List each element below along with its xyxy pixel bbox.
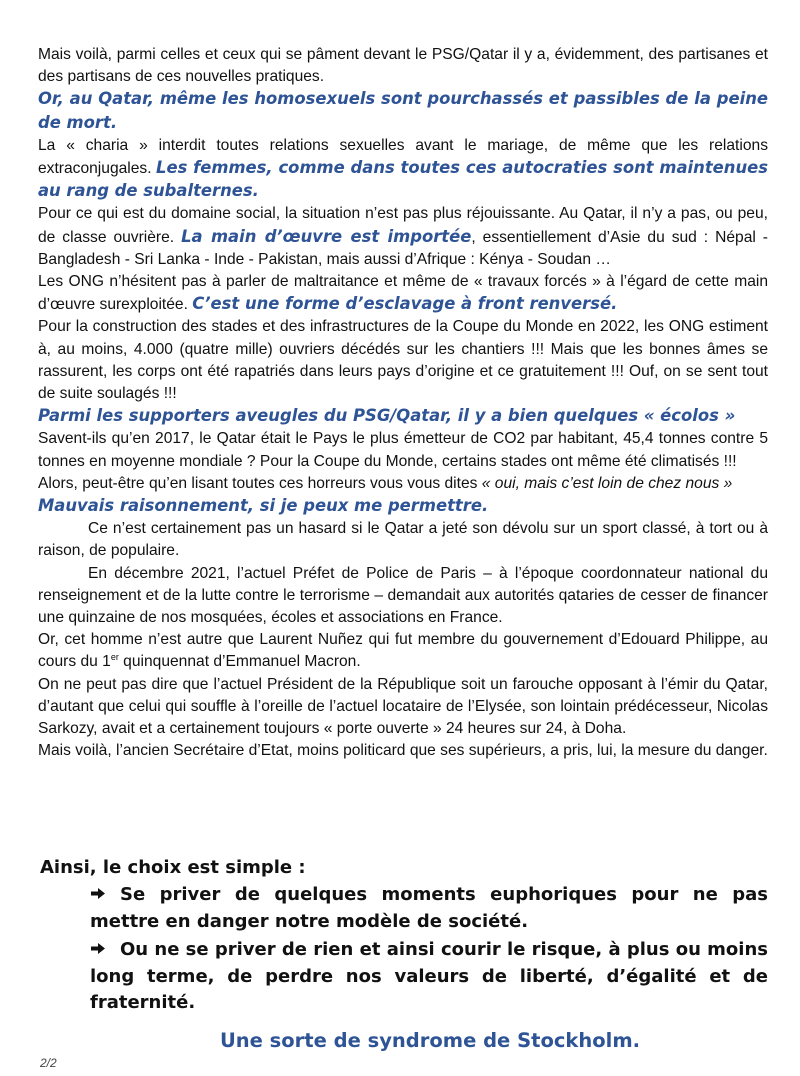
arrow-right-icon	[90, 937, 120, 964]
document-body	[38, 44, 768, 763]
italic-quote: « oui, mais c’est loin de chez nous »	[481, 474, 733, 492]
paragraph	[38, 203, 768, 271]
paragraph	[38, 629, 768, 673]
paragraph	[38, 563, 768, 630]
paragraph	[38, 44, 768, 88]
bullet-item	[90, 882, 768, 935]
conclusion-intro: Ainsi, le choix est simple :	[40, 857, 306, 878]
paragraph-text: quinquennat d’Emmanuel Macron.	[118, 653, 361, 671]
paragraph-text: Savent-ils qu’en 2017, le Qatar était le Pays le plus émetteur de CO2 par habitant, 45,4 tonnes contre 5 tonnes en moyenne mondiale ? Pour la Coupe du Monde, certains stades ont même été climatisés !!!	[38, 430, 768, 470]
paragraph-text: On ne peut pas dire que l’actuel Président de la République soit un farouche opposant à l’émir du Qatar, d’autant que celui qui souffle à l’oreille de l’actuel locataire de l’Elysée, son lointain prédécesseur, Nicolas Sarkozy, avait et a certainement toujours « porte ouverte » 24 heures sur 24, à Doha.	[38, 675, 768, 738]
paragraph	[38, 428, 768, 472]
paragraph	[38, 271, 768, 316]
bullet-text: Se priver de quelques moments euphoriques pour ne pas mettre en danger notre modèle de société.	[90, 884, 768, 932]
superscript: er	[110, 652, 119, 663]
paragraph-text: En décembre 2021, l’actuel Préfet de Police de Paris – à l’époque coordonnateur national du renseignement et de la lutte contre le terrorisme – demandait aux autorités qataries de cesser de financer une quinzaine de nos mosquées, écoles et associations en France.	[38, 564, 768, 627]
closing-statement: Une sorte de syndrome de Stockholm.	[219, 1029, 641, 1052]
paragraph	[38, 674, 768, 741]
highlight-text: Mauvais raisonnement, si je peux me permettre.	[38, 496, 489, 516]
paragraph	[38, 135, 768, 204]
highlight-text: C’est une forme d’esclavage à front renversé.	[192, 294, 618, 314]
paragraph-text: La « charia » interdit toutes relations sexuelles avant le mariage, de même que les relations extraconjugales.	[38, 136, 768, 178]
paragraph-text: Pour la construction des stades et des infrastructures de la Coupe du Monde en 2022, les ONG estiment à, au moins, 4.000 (quatre mille) ouvriers décédés sur les chantiers !!! Mais que les bonnes âmes se rassurent, les corps ont été rapatriés dans leurs pays d’origine et ce gratuitement !!! Ouf, on se sent tout de suite soulagés !!!	[38, 318, 768, 403]
highlight-text: Or, au Qatar, même les homosexuels sont pourchassés et passibles de la peine de mort.	[38, 89, 768, 132]
highlight-text: La main d’œuvre est importée	[181, 226, 472, 246]
paragraph	[38, 518, 768, 562]
bullet-item	[90, 937, 768, 1017]
page-number: 2/2	[40, 1056, 57, 1070]
paragraph-text: Or, cet homme n’est autre que Laurent Nuñez qui fut membre du gouvernement d’Edouard Philippe, au cours du 1	[38, 631, 768, 671]
highlight-paragraph	[38, 88, 768, 134]
paragraph-text: Mais voilà, parmi celles et ceux qui se pâment devant le PSG/Qatar il y a, évidemment, des partisanes et des partisans de ces nouvelles pratiques.	[38, 46, 768, 86]
paragraph-text: Mais voilà, l’ancien Secrétaire d’Etat, moins politicard que ses supérieurs, a pris, lui, la mesure du danger.	[38, 742, 768, 760]
highlight-text: Les femmes, comme dans toutes ces autocraties sont maintenues au rang de subalternes.	[38, 158, 768, 201]
paragraph-text: Les ONG n’hésitent pas à parler de maltraitance et même de « travaux forcés » à l’égard de cette main d’œuvre surexploitée.	[38, 273, 768, 314]
paragraph-text: Pour ce qui est du domaine social, la situation n’est pas plus réjouissante. Au Qatar, il n’y a pas, ou peu, de classe ouvrière.	[38, 205, 768, 246]
paragraph-text: Ce n’est certainement pas un hasard si le Qatar a jeté son dévolu sur un sport classé, à tort ou à raison, de populaire.	[38, 520, 768, 560]
highlight-paragraph	[38, 495, 768, 518]
paragraph	[38, 740, 768, 762]
highlight-text: Parmi les supporters aveugles du PSG/Qatar, il y a bien quelques « écolos »	[38, 406, 736, 426]
paragraph-text: , essentiellement d’Asie du sud : Népal - Bangladesh - Sri Lanka - Inde - Pakistan, mais aussi d’Afrique : Kénya - Soudan …	[38, 228, 768, 268]
paragraph	[38, 316, 768, 405]
paragraph	[38, 473, 768, 495]
paragraph-text: Alors, peut-être qu’en lisant toutes ces horreurs vous vous dites	[38, 474, 478, 492]
bullet-text: Ou ne se priver de rien et ainsi courir le risque, à plus ou moins long terme, de perdre nos valeurs de liberté, d’égalité et de fraternité.	[90, 939, 768, 1013]
arrow-right-icon	[90, 882, 120, 909]
highlight-paragraph	[38, 405, 768, 428]
